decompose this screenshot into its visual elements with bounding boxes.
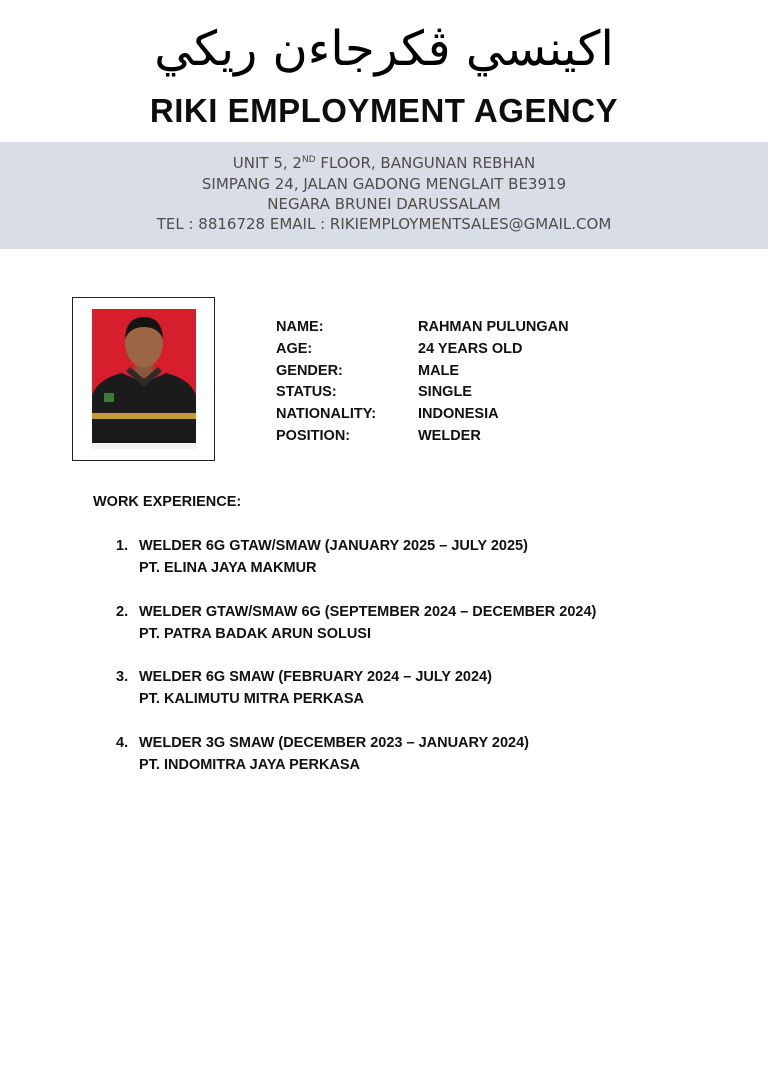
detail-label: GENDER: [276, 362, 343, 379]
detail-label: POSITION: [276, 427, 351, 444]
detail-label: AGE: [276, 340, 313, 357]
detail-label: NAME: [276, 319, 324, 335]
experience-role: WELDER 3G SMAW (DECEMBER 2023 – JANUARY 2024) [139, 734, 529, 751]
agency-name: RIKI EMPLOYMENT AGENCY [149, 92, 619, 129]
detail-value: SINGLE [418, 384, 472, 401]
detail-row [276, 363, 569, 385]
experience-role: WELDER GTAW/SMAW 6G (SEPTEMBER 2024 – DECEMBER 2024) [139, 603, 597, 620]
experience-number: 2. [116, 603, 129, 620]
detail-label: STATUS: [276, 384, 337, 401]
address-line-2: SIMPANG 24, JALAN GADONG MENGLAIT BE3919 [201, 175, 567, 193]
experience-company: PT. INDOMITRA JAYA PERKASA [139, 756, 361, 773]
detail-row [276, 384, 569, 406]
detail-value: MALE [418, 362, 460, 379]
address-line-1-end: FLOOR, BANGUNAN REBHAN [315, 154, 536, 172]
agency-jawi-name: اكينسي ڤكرجاءن ريكي [154, 21, 614, 77]
experience-role: WELDER 6G GTAW/SMAW (JANUARY 2025 – JULY 2025) [139, 538, 528, 554]
portrait-patch [104, 393, 114, 402]
experience-number: 3. [116, 669, 129, 685]
detail-value: RAHMAN PULUNGAN [418, 319, 569, 335]
candidate-details [276, 319, 569, 450]
experience-company: PT. KALIMUTU MITRA PERKASA [139, 691, 365, 707]
contact-line: TEL : 8816728 EMAIL : RIKIEMPLOYMENTSALES@GMAIL.COM [156, 215, 612, 233]
candidate-photo [92, 309, 196, 449]
photo-frame [72, 297, 215, 461]
experience-company: PT. ELINA JAYA MAKMUR [139, 560, 317, 576]
detail-value: INDONESIA [418, 406, 499, 423]
detail-row [276, 319, 569, 341]
detail-label: NATIONALITY: [276, 406, 377, 423]
address-band [0, 142, 768, 249]
detail-row [276, 406, 569, 428]
detail-value: WELDER [418, 427, 481, 444]
address-line-3: NEGARA BRUNEI DARUSSALAM [267, 195, 501, 213]
address-line-1 [0, 154, 768, 172]
work-experience-title: WORK EXPERIENCE: [93, 494, 242, 510]
detail-value: 24 YEARS OLD [418, 340, 523, 357]
experience-company: PT. PATRA BADAK ARUN SOLUSI [139, 625, 371, 642]
portrait-stripe [92, 413, 196, 419]
address-line-1-start: UNIT 5, 2 [232, 154, 302, 172]
experience-number: 1. [116, 538, 129, 554]
address-ordinal-suffix: ND [301, 155, 316, 165]
experience-number: 4. [116, 734, 129, 751]
photo-bottom-strip [92, 443, 196, 449]
candidate-portrait [92, 309, 196, 449]
experience-role: WELDER 6G SMAW (FEBRUARY 2024 – JULY 2024) [139, 669, 492, 685]
detail-row [276, 341, 569, 363]
detail-row [276, 428, 569, 450]
